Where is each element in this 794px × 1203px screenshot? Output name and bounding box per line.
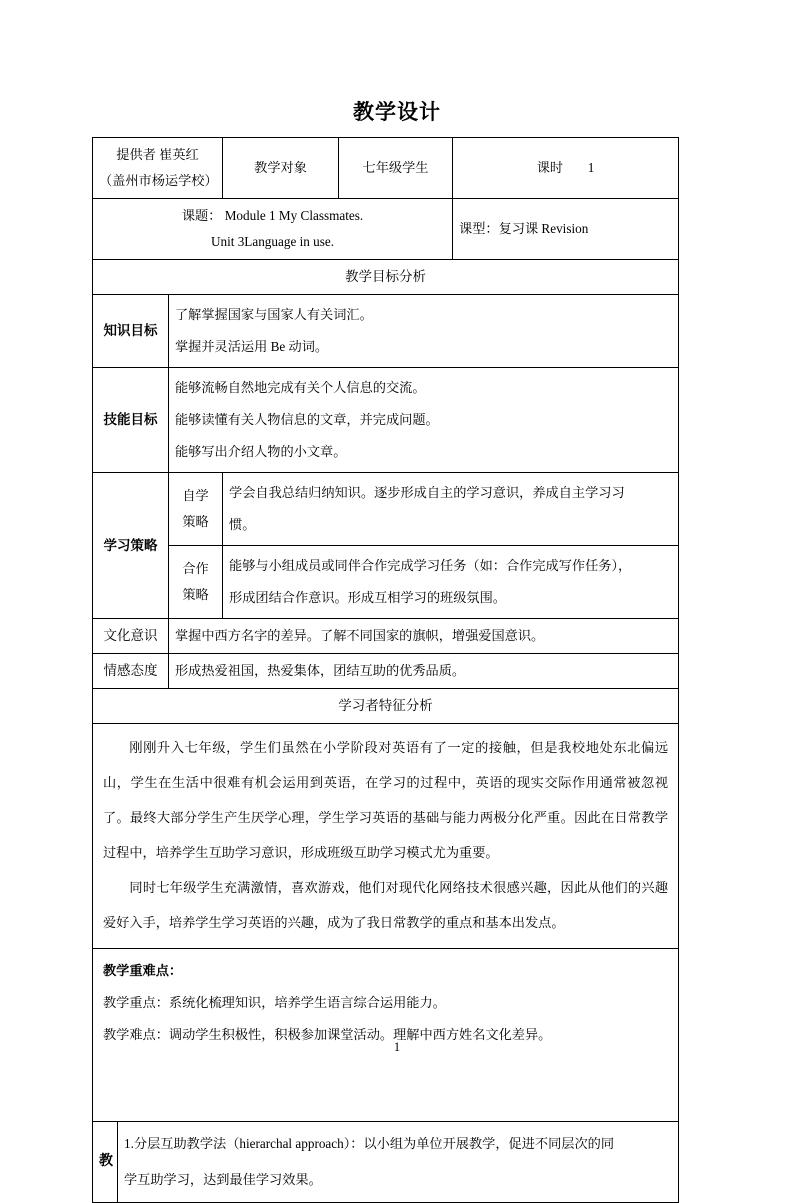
strategy-text-self	[223, 473, 679, 546]
strategy-self-line1: 学会自我总结归纳知识。逐步形成自主的学习意识，养成自主学习习	[229, 485, 625, 500]
subject-cell	[93, 199, 453, 260]
period-value: 1	[587, 160, 595, 175]
learning-strategy-label: 学习策略	[93, 473, 169, 619]
skill-item: 能够写出介绍人物的小文章。	[175, 444, 347, 459]
skill-objective-content	[169, 368, 679, 473]
table-row-strategy-cooperation	[93, 546, 679, 619]
knowledge-objective-label: 知识目标	[93, 295, 169, 368]
page-title: 教学设计	[353, 100, 441, 124]
affective-attitude-text: 形成热爱祖国，热爱集体，团结互助的优秀品质。	[169, 654, 679, 689]
key-points-heading: 教学重难点：	[103, 963, 183, 978]
audience-label: 教学对象	[223, 138, 339, 199]
provider-school: （盖州市杨运学校）	[99, 173, 218, 188]
table-row-affective-attitude	[93, 654, 679, 689]
page-number: 1	[393, 1040, 401, 1054]
table-row-learner-header	[93, 689, 679, 724]
provider-name: 提供者 崔英红	[116, 147, 199, 162]
teaching-focus: 教学重点：系统化梳理知识，培养学生语言综合运用能力。	[103, 995, 446, 1010]
cultural-awareness-label: 文化意识	[93, 619, 169, 654]
teaching-difficulty: 教学难点：调动学生积极性，积极参加课堂活动。理解中西方姓名文化差异。	[103, 1027, 552, 1042]
provider-cell	[93, 138, 223, 199]
knowledge-item: 了解掌握国家与国家人有关词汇。	[175, 307, 373, 322]
strategy-name-self	[169, 473, 223, 546]
table-row-subject	[93, 199, 679, 260]
affective-attitude-label: 情感态度	[93, 654, 169, 689]
subject-line-1: 课题： Module 1 My Classmates.	[181, 208, 364, 223]
strategy-self-line2: 惯。	[229, 517, 256, 532]
strategy-name-self-line1: 自学	[182, 488, 209, 503]
subject-line-2: Unit 3Language in use.	[210, 234, 335, 249]
strategy-name-self-line2: 策略	[182, 514, 209, 529]
table-row-key-points	[93, 949, 679, 1122]
period-label: 课时	[536, 160, 564, 175]
objectives-section-title: 教学目标分析	[93, 260, 679, 295]
knowledge-objective-content	[169, 295, 679, 368]
strategy-coop-line2: 形成团结合作意识。形成互相学习的班级氛围。	[229, 590, 506, 605]
learner-analysis-title: 学习者特征分析	[93, 689, 679, 724]
period-cell	[453, 138, 679, 199]
skill-item: 能够流畅自然地完成有关个人信息的交流。	[175, 380, 426, 395]
table-row-strategy-self	[93, 473, 679, 546]
strategy-coop-line1: 能够与小组成员或同伴合作完成学习任务（如：合作完成写作任务），	[229, 558, 632, 573]
skill-item: 能够读懂有关人物信息的文章，并完成问题。	[175, 412, 439, 427]
key-points-spacer	[103, 1064, 668, 1088]
method-item-line1: 1.分层互助教学法（hierarchal approach）：以小组为单位开展教学，促进不同层次的同	[124, 1136, 615, 1152]
table-row-knowledge-objectives	[93, 295, 679, 368]
teaching-method-side-label: 教	[93, 1122, 118, 1203]
cultural-awareness-text: 掌握中西方名字的差异。了解不同国家的旗帜，增强爱国意识。	[169, 619, 679, 654]
table-row-learner-body	[93, 724, 679, 949]
knowledge-item: 掌握并灵活运用 Be 动词。	[175, 339, 329, 354]
table-row-teaching-methods	[93, 1122, 679, 1203]
teaching-method-content	[118, 1122, 679, 1203]
learner-paragraph: 同时七年级学生充满激情，喜欢游戏，他们对现代化网络技术很感兴趣，因此从他们的兴趣爱好入手，培养学生学习英语的兴趣，成为了我日常教学的重点和基本出发点。	[103, 880, 669, 930]
table-row-objectives-header	[93, 260, 679, 295]
method-item-line2: 学互助学习，达到最佳学习效果。	[124, 1172, 322, 1188]
strategy-name-cooperation	[169, 546, 223, 619]
strategy-text-cooperation	[223, 546, 679, 619]
key-points-content	[93, 949, 679, 1122]
strategy-name-coop-line1: 合作	[182, 561, 209, 576]
table-row-skill-objectives	[93, 368, 679, 473]
learner-analysis-content	[93, 724, 679, 949]
skill-objective-label: 技能目标	[93, 368, 169, 473]
lesson-type: 课型：复习课 Revision	[453, 199, 679, 260]
table-row-cultural-awareness	[93, 619, 679, 654]
learner-paragraph: 刚刚升入七年级，学生们虽然在小学阶段对英语有了一定的接触，但是我校地处东北偏远山，学生在生活中很难有机会运用到英语，在学习的过程中，英语的现实交际作用通常被忽视了。最终大部分学生产生厌学心理，学生学习英语的基础与能力两极分化严重。因此在日常教学过程中，培养学生互助学习意识，形成班级互助学习模式尤为重要。	[103, 740, 669, 860]
strategy-name-coop-line2: 策略	[182, 587, 209, 602]
audience-value: 七年级学生	[339, 138, 453, 199]
table-row-header-info	[93, 138, 679, 199]
